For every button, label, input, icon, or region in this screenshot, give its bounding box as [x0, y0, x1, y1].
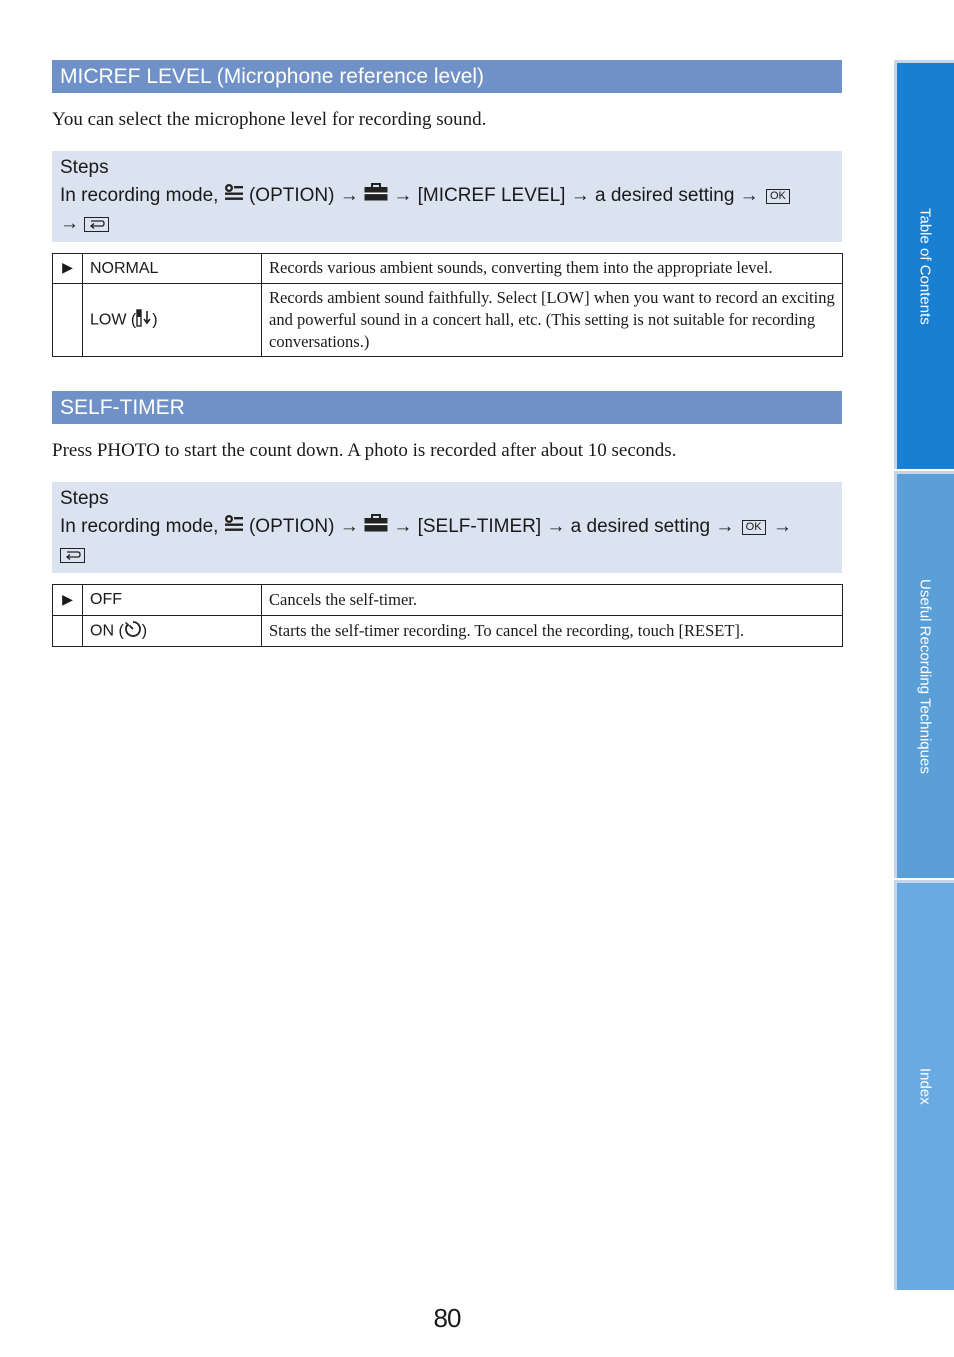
- self-timer-icon: [124, 620, 142, 643]
- ok-button-icon: OK: [742, 520, 766, 535]
- tab-label: Table of Contents: [916, 207, 934, 325]
- steps-instruction: [60, 513, 834, 541]
- steps-heading: Steps: [60, 157, 109, 178]
- default-marker: ▶: [53, 254, 83, 284]
- option-name: OFF: [83, 585, 262, 616]
- tab-label: Useful Recording Techniques: [916, 578, 934, 774]
- steps-instruction-cont: [60, 210, 834, 238]
- option-name-suffix: ): [152, 311, 158, 329]
- option-name: NORMAL: [83, 254, 262, 284]
- option-description: Records various ambient sounds, converting them into the appropriate level.: [262, 254, 843, 284]
- micref-section-title: MICREF LEVEL (Microphone reference level): [52, 60, 842, 93]
- page-number: 80: [433, 1303, 461, 1333]
- steps-instruction: [60, 182, 834, 210]
- steps-text: →: [772, 516, 792, 538]
- option-description: Records ambient sound faithfully. Select [LOW] when you want to record an exciting and powerful sound in a concert hall, etc. (This setting is not suitable for recording conversations.): [262, 284, 843, 357]
- option-icon: [224, 182, 244, 210]
- tab-index[interactable]: [894, 880, 954, 1290]
- steps-instruction-cont: [60, 541, 834, 569]
- table-row: [53, 616, 843, 647]
- tab-label: Index: [916, 1068, 934, 1105]
- steps-text: In recording mode,: [60, 516, 219, 538]
- option-name-text: ON (: [90, 622, 124, 640]
- option-icon: [224, 513, 244, 541]
- micref-intro: You can select the microphone level for recording sound.: [52, 109, 487, 130]
- steps-text: (OPTION) →: [248, 516, 359, 538]
- option-name-text: LOW (: [90, 311, 137, 329]
- toolbox-icon: [364, 182, 388, 210]
- micref-steps-box: [52, 151, 842, 242]
- steps-text: In recording mode,: [60, 185, 219, 207]
- tab-table-of-contents[interactable]: [894, 60, 954, 469]
- default-marker: [53, 616, 83, 647]
- steps-heading: Steps: [60, 488, 109, 509]
- selftimer-options-table: [52, 584, 843, 647]
- default-marker: [53, 284, 83, 357]
- steps-text: → [MICREF LEVEL] → a desired setting →: [393, 185, 759, 207]
- toolbox-icon: [364, 513, 388, 541]
- tab-useful-recording-techniques[interactable]: [894, 471, 954, 878]
- steps-text: (OPTION) →: [248, 185, 359, 207]
- table-row: [53, 254, 843, 284]
- return-icon: [84, 217, 109, 232]
- option-name-suffix: ): [141, 622, 148, 640]
- selftimer-intro: Press PHOTO to start the count down. A photo is recorded after about 10 seconds.: [52, 440, 677, 461]
- selftimer-steps-box: [52, 482, 842, 573]
- table-row: [53, 585, 843, 616]
- mic-low-icon: [136, 309, 152, 332]
- steps-text: →: [60, 213, 79, 235]
- option-description: Starts the self-timer recording. To cancel the recording, touch [RESET].: [262, 616, 843, 647]
- table-row: [53, 284, 843, 357]
- default-marker: ▶: [53, 585, 83, 616]
- selftimer-section-title: SELF-TIMER: [52, 391, 842, 424]
- return-icon: [60, 548, 85, 563]
- option-name: [83, 284, 262, 357]
- micref-options-table: [52, 253, 843, 357]
- option-name: [83, 616, 262, 647]
- ok-button-icon: OK: [766, 189, 790, 204]
- option-description: Cancels the self-timer.: [262, 585, 843, 616]
- steps-text: → [SELF-TIMER] → a desired setting →: [393, 516, 735, 538]
